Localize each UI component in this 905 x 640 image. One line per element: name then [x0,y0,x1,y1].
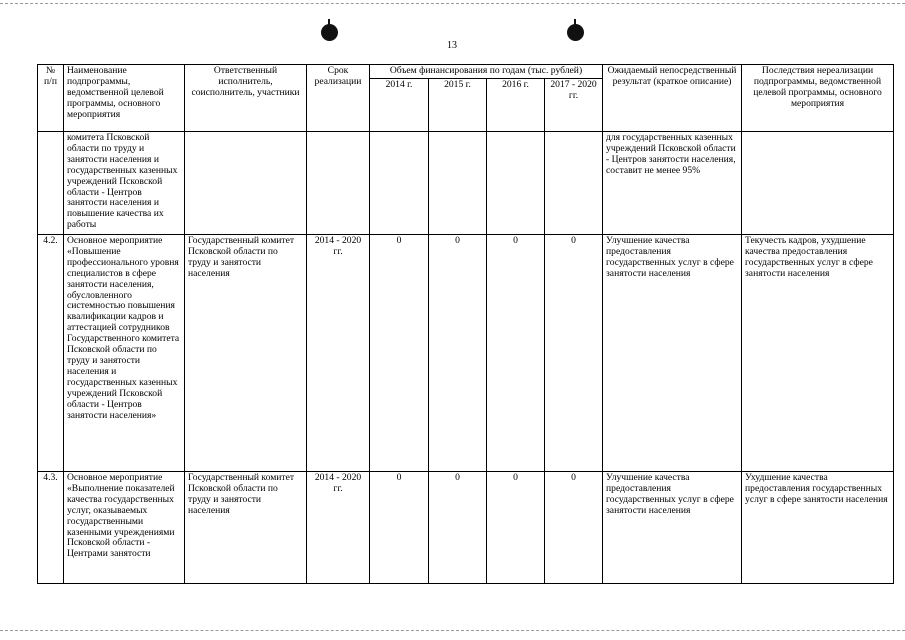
top-scan-edge [0,3,905,4]
row-num: 4.3. [38,472,64,584]
row-num: 4.2. [38,235,64,472]
bottom-scan-edge [0,630,905,631]
table-row [38,472,894,584]
col-header-year: 2016 г. [487,79,545,132]
col-header-executor: Ответственный исполнитель, соисполнитель, участники [185,65,307,132]
row-executor: Государственный комитет Псковской области по труду и занятости населения [185,472,307,584]
row-year-value: 0 [487,472,545,584]
col-header-year: 2014 г. [370,79,429,132]
row-term: 2014 - 2020 гг. [307,472,370,584]
row-executor [185,132,307,235]
col-header-num: № п/п [38,65,64,132]
row-result: для государственных казенных учреждений Псковской области - Центров занятости населения, составит не менее 95% [603,132,742,235]
row-year-value: 0 [545,235,603,472]
row-term [307,132,370,235]
col-header-result: Ожидаемый непосредственный результат (краткое описание) [603,65,742,132]
row-name: Основное мероприятие «Повышение профессионального уровня специалистов в сфере занятости населения, обусловленного системностью повышения квалификации кадров и аттестацией сотрудников Государственного комитета Псковской области по труду и занятости населения и государственных казенных учреждений Псковской области - Центров занятости населения» [64,235,185,472]
row-consequences: Ухудшение качества предоставления государственных услуг в сфере занятости населения [742,472,894,584]
row-result: Улучшение качества предоставления государственных услуг в сфере занятости населения [603,235,742,472]
row-year-value [429,132,487,235]
col-header-name: Наименование подпрограммы, ведомственной целевой программы, основного мероприятия [64,65,185,132]
row-year-value [487,132,545,235]
row-consequences [742,132,894,235]
row-consequences: Текучесть кадров, ухудшение качества предоставления государственных услуг в сфере занятости населения [742,235,894,472]
table-row [38,132,894,235]
row-year-value [545,132,603,235]
row-term: 2014 - 2020 гг. [307,235,370,472]
row-result: Улучшение качества предоставления государственных услуг в сфере занятости населения [603,472,742,584]
row-executor: Государственный комитет Псковской области по труду и занятости населения [185,235,307,472]
program-table [37,64,894,584]
row-year-value [370,132,429,235]
row-num [38,132,64,235]
col-header-financing: Объем финансирования по годам (тыс. рублей) [370,65,603,79]
punch-hole-mark [321,24,338,41]
row-name: Основное мероприятие «Выполнение показателей качества государственных услуг, оказываемых государственными казенными учреждениями Псковской области - Центрами занятости [64,472,185,584]
col-header-consequences: Последствия нереализации подпрограммы, ведомственной целевой программы, основного мероприятия [742,65,894,132]
col-header-term: Срок реализации [307,65,370,132]
row-year-value: 0 [487,235,545,472]
table-header-row [38,65,894,79]
row-year-value: 0 [429,472,487,584]
punch-hole-mark [567,24,584,41]
col-header-year: 2017 - 2020 гг. [545,79,603,132]
row-name: комитета Псковской области по труду и занятости населения и государственных казенных учреждений Псковской области - Центров занятости населения и повышение качества их работы [64,132,185,235]
row-year-value: 0 [370,472,429,584]
col-header-year: 2015 г. [429,79,487,132]
page-number: 13 [447,40,457,51]
row-year-value: 0 [429,235,487,472]
row-year-value: 0 [545,472,603,584]
row-year-value: 0 [370,235,429,472]
table-row [38,235,894,472]
